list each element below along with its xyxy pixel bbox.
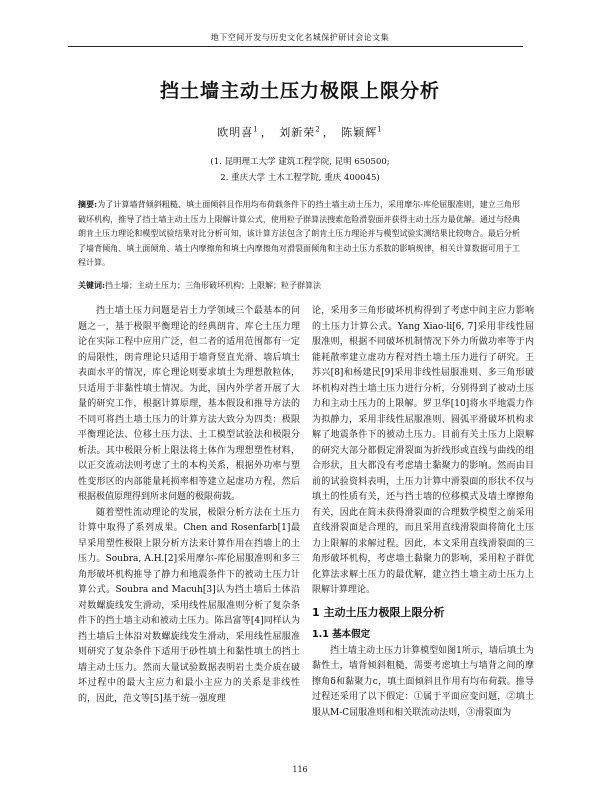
section-heading: 1 主动土压力极限上限分析: [312, 605, 445, 619]
abstract-label: 摘要:: [78, 199, 98, 209]
subsection-heading: 1.1 基本假定: [312, 628, 371, 640]
affiliation-1: (1. 昆明理工大学 建筑工程学院, 昆明 650500;: [210, 157, 390, 167]
left-column: [78, 304, 300, 707]
author-3: 陈颖辉$^1$: [341, 125, 383, 139]
affiliation-2: 2. 重庆大学 土木工程学院, 重庆 400045): [220, 173, 380, 183]
author-1: 欧明喜$^1$: [217, 125, 259, 139]
author-2: 刘新荣$^2$: [279, 125, 321, 139]
body-paragraph: 论，采用多三角形破坏机构得到了考虑中间主应力影响的土压力计算公式。Yang Xiao-li[6, 7]采用非线性屈服准则，根据不同破坏机制情况下外力所做功率等于内能耗散率建立虚功方程对挡土墙土压力进行了研究。王苏兴[8]和杨建民[9]采用非线性屈服准则、多三角形破坏机构对挡土墙土压力进行分析，分别得到了被动土压力和主动土压力的上限解。罗卫华[10]将水平地震力作为拟静力，采用非线性屈服准则、圆弧平滑破坏机构求解了地震条件下的被动土压力。目前有关土压力上限解的研究大部分都假定滑裂面为折线形或直线与曲线的组合形状，且大都没有考虑墙土黏聚力的影响。然而由目前的试验资料表明，土压力计算中滑裂面的形状不仅与填土的性质有关，还与挡土墙的位移模式及墙土摩擦角有关，因此在简未获得滑裂面的合理数学模型之前采用直线滑裂面是合理的，而且采用直线滑裂面将简化土压力上限解的求解过程。因此，本文采用直线滑裂面的三角形破坏机构，考虑墙土黏聚力的影响，采用粒子群优化算法求解土压力的最优解，建立挡土墙主动土压力上限解计算理论。: [312, 306, 534, 595]
right-column: [312, 304, 534, 721]
author-list: 欧明喜$^1$ ， 刘新荣$^2$ ， 陈颖辉$^1$: [217, 125, 383, 139]
keywords-label: 关键词:: [78, 280, 105, 290]
abstract: [78, 197, 520, 271]
body-paragraph: 挡土墙主动土压力计算模型如图1所示，墙后填土为黏性土，墙背倾斜粗糙，需要考虑填土与墙背之间的摩擦角δ和黏聚力c，填土面倾斜且作用有均布荷载。推导过程还采用了以下假定：①属于平面应变问题，②填土服从M-C屈服准则和相关联流动法则，③滑裂面为: [312, 645, 534, 718]
keywords-text: 挡土墙；主动土压力；三角形破坏机构；上限解；粒子群算法: [104, 281, 321, 290]
abstract-text: 为了计算墙背倾斜粗糙、填土面倾斜且作用均布荷载条件下的挡土墙主动土压力，采用摩尔-库伦屈服准则，建立三角形破坏机构，推导了挡土墙主动土压力上限解计算公式，使用粒子群算法搜索危险滑裂面并获得主动土压力最优解。通过与经典朗肯土压力理论和模型试验结果对比分析可知，该计算方法包含了朗肯土压力理论并与模型试验实测结果比较吻合。最后分析了墙背倾角、填土面倾角、墙土内摩擦角和填土内摩擦角对滑裂面倾角和主动土压力系数的影响规律，相关计算数据可用于工程计算。: [78, 200, 521, 267]
paper-title: 挡土墙主动土压力极限上限分析: [159, 80, 440, 102]
running-header: 地下空间开发与历史文化名城保护研讨会论文集: [210, 33, 390, 42]
body-paragraph: 挡土墙土压力问题是岩土力学领域三个最基本的问题之一，基于极限平衡理论的经典朗肯、库仑土压力理论在实际工程中应用广泛，但二者的适用范围都有一定的局限性，朗肯理论只适用于墙背竖直光滑、墙后填土表面水平的情况，库仑理论则要求填土为理想散粒体，只适用于非黏性填土情况。为此，国内外学者开展了大量的研究工作，根据计算原理，基本假设和推导方法的不同可将挡土墙土压力的计算方法大致分为四类：极限平衡理论法、位移土压力法、土工模型试验法和极限分析法。其中极限分析上限法将土体作为理想塑性材料，以正交流动法则考虑了土的本构关系，根据外功率与塑性变形区的内部能量耗损率相等建立起虚功方程，然后根据极值原理得到所求问题的极限荷载。: [78, 306, 300, 502]
page-number: 116: [292, 765, 308, 774]
body-paragraph: 随着塑性流动理论的发展，极限分析方法在土压力计算中取得了系列成果。Chen and Rosenfarb[1]最早采用塑性极限上限分析方法来计算作用在挡墙上的土压力。Soubra, A.H.[2]采用摩尔-库伦屈服准则和多三角形破坏机构推导了静力和地震条件下的被动土压力计算公式。Soubra and Macuh[3]认为挡土墙后土体沿对数螺旋线发生滑动，采用线性屈服准则分析了复杂条件下的挡土墙主动和被动土压力。陈昌富等[4]同样认为挡土墙后土体沿对数螺旋线发生滑动，采用线性屈服准则研究了复杂条件下适用于砂性填土和黏性填土的挡土墙主动土压力。然而大量试验数据表明岩土类介质在破坏过程中的最大主应力和最小主应力的关系是非线性的，因此，范文等[5]基于统一强度理: [78, 507, 300, 704]
header-rule: [68, 46, 523, 47]
keywords: [78, 278, 520, 293]
